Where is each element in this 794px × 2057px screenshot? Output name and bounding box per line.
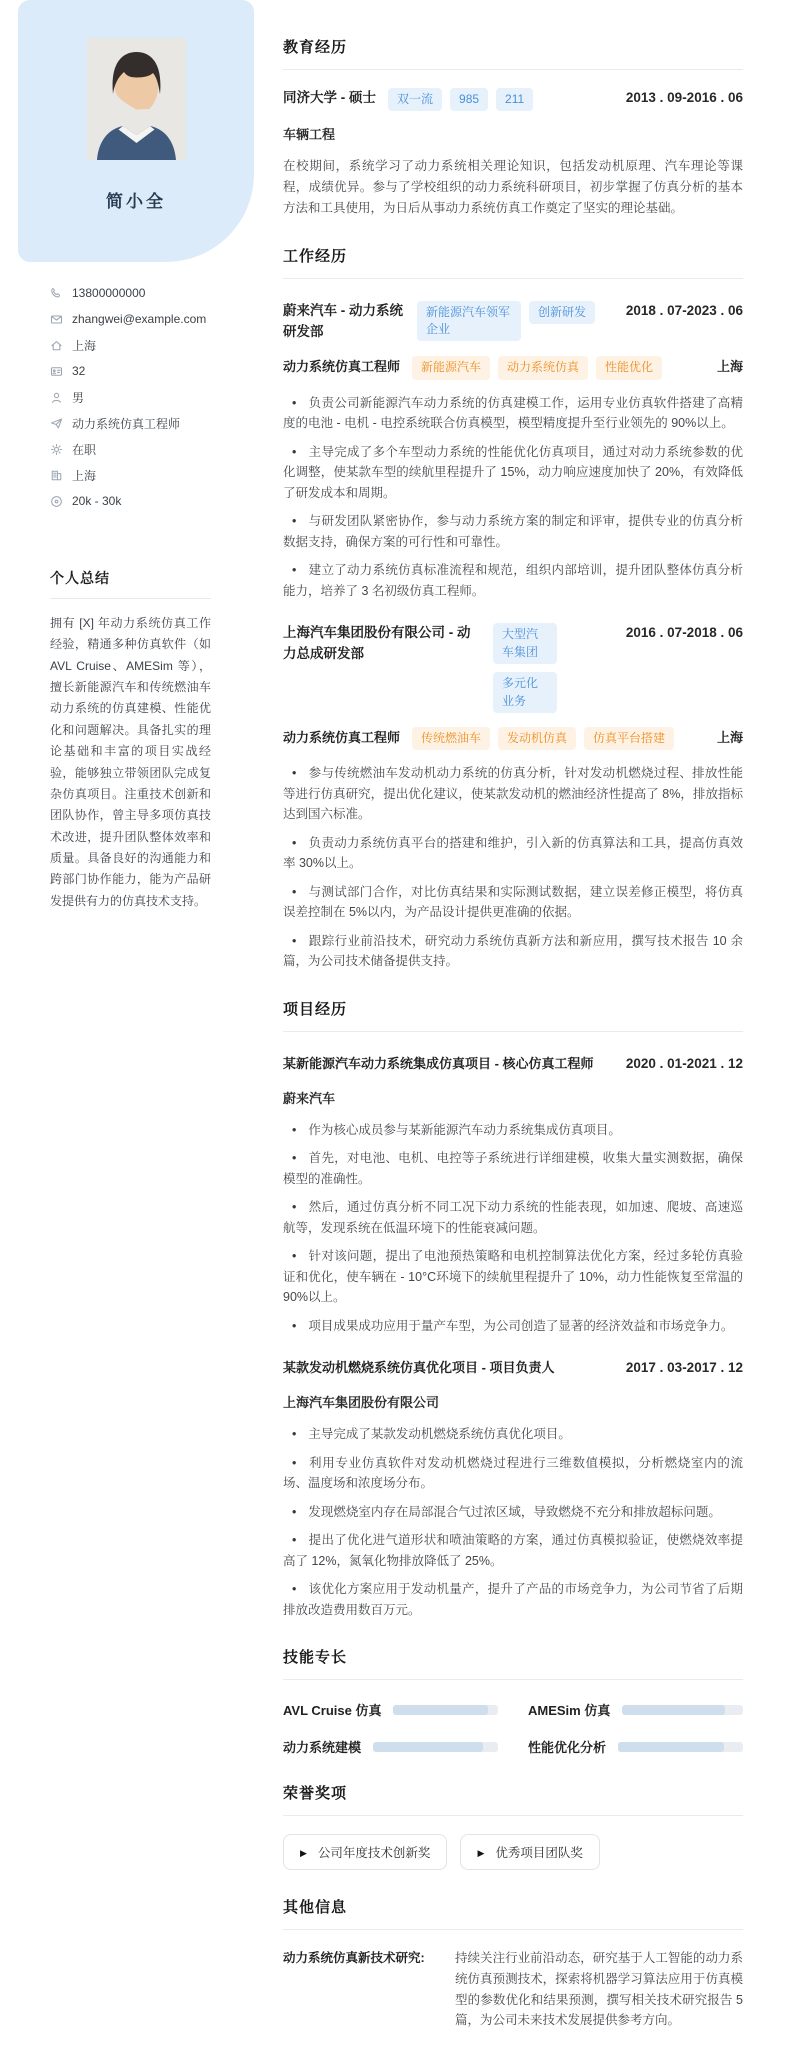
bullet-item: • 发现燃烧室内存在局部混合气过浓区域，导致燃烧不充分和排放超标问题。 xyxy=(283,1502,743,1523)
gender-icon xyxy=(50,391,63,404)
company-tag: 多元化业务 xyxy=(493,672,557,713)
section-other xyxy=(283,1896,743,2031)
contact-item xyxy=(50,384,254,410)
role-tag: 动力系统仿真 xyxy=(498,356,588,379)
section-skills xyxy=(283,1646,743,1756)
job-bullets xyxy=(283,763,743,972)
section-title-awards: 荣誉奖项 xyxy=(283,1782,743,1816)
award-label: 优秀项目团队奖 xyxy=(495,1846,583,1861)
company-tag: 新能源汽车领军企业 xyxy=(417,301,521,342)
skill-bar-fill xyxy=(393,1705,487,1715)
job-role: 动力系统仿真工程师 xyxy=(283,729,401,745)
school-tags xyxy=(388,88,614,111)
skill-list xyxy=(283,1700,743,1756)
skill-label: 性能优化分析 xyxy=(528,1740,607,1756)
bullet-item: • 参与传统燃油车发动机动力系统的仿真分析，针对发动机燃烧过程、排放性能等进行仿真研究，提出优化建议，使某款发动机的燃油经济性提高了 8%，排放指标达到国六标准。 xyxy=(283,763,743,825)
award-label: 公司年度技术创新奖 xyxy=(317,1846,431,1861)
bullet-item: • 作为核心成员参与某新能源汽车动力系统集成仿真项目。 xyxy=(283,1120,743,1141)
role-tag: 发动机仿真 xyxy=(498,727,576,750)
award-list xyxy=(283,1834,743,1870)
contact-value: 13800000000 xyxy=(72,286,146,300)
play-icon xyxy=(300,1845,307,1859)
skill-bar-fill xyxy=(373,1742,483,1752)
project-header xyxy=(283,1054,743,1075)
school-degree: 同济大学 - 硕士 xyxy=(283,90,376,105)
project-company: 上海汽车集团股份有限公司 xyxy=(283,1395,440,1411)
home-icon xyxy=(50,339,63,352)
contact-value: 在职 xyxy=(72,442,97,457)
play-icon xyxy=(477,1845,484,1859)
section-awards xyxy=(283,1782,743,1870)
section-work xyxy=(283,245,743,972)
job-list xyxy=(283,301,743,972)
contact-item xyxy=(50,280,254,306)
skill-item xyxy=(528,1737,743,1756)
bullet-item: • 负责动力系统仿真平台的搭建和维护，引入新的仿真算法和工具，提高仿真效率 30%以上。 xyxy=(283,833,743,874)
contact-list xyxy=(50,280,254,514)
bullet-item: • 建立了动力系统仿真标准流程和规范，组织内部培训，提升团队整体仿真分析能力，培养了 3 名初级仿真工程师。 xyxy=(283,560,743,601)
project-entry xyxy=(283,1358,743,1620)
summary-title: 个人总结 xyxy=(50,568,211,599)
building-icon xyxy=(50,469,63,482)
other-info-text: 持续关注行业前沿动态，研究基于人工智能的动力系统仿真预测技术，探索将机器学习算法应用于仿真模型的参数优化和结果预测，撰写相关技术研究报告 5 篇，为公司未来技术发展提供参考方向。 xyxy=(455,1951,743,2028)
role-tag: 传统燃油车 xyxy=(412,727,490,750)
major: 车辆工程 xyxy=(283,127,336,143)
education-date: 2013 . 09-2016 . 06 xyxy=(625,90,743,105)
education-description: 在校期间，系统学习了动力系统相关理论知识，包括发动机原理、汽车理论等课程，成绩优异。参与了学校组织的动力系统科研项目，初步掌握了仿真分析的基本方法和工具使用，为日后从事动力系统仿真工作奠定了坚实的理论基础。 xyxy=(283,159,743,215)
company-tag: 大型汽车集团 xyxy=(493,623,557,664)
project-date: 2020 . 01-2021 . 12 xyxy=(625,1055,743,1071)
profile-card xyxy=(18,0,254,262)
phone-icon xyxy=(50,287,63,300)
company-tags xyxy=(493,623,614,713)
profile-photo-icon xyxy=(87,38,186,160)
summary-text: 拥有 [X] 年动力系统仿真工作经验，精通多种仿真软件（如 AVL Cruise、AMESim 等），擅长新能源汽车和传统燃油车动力系统的仿真建模、性能优化和问题解决。具备扎实的理论基础和丰富的项目实战经验，能够独立带领团队完成复杂仿真项目。注重技术创新和团队协作，曾主导多项仿真技术改进，提升团队整体效率和质量。具备良好的沟通能力和跨部门协作能力，能为产品研发提供有力的仿真技术支持。 xyxy=(50,616,211,908)
contact-item xyxy=(50,332,254,358)
salary-icon xyxy=(50,495,63,508)
contact-item xyxy=(50,462,254,488)
job-location: 上海 xyxy=(716,359,743,375)
education-list xyxy=(283,88,743,219)
job-bullets xyxy=(283,393,743,602)
bullet-item: • 然后，通过仿真分析不同工况下动力系统的性能表现，如加速、爬坡、高速巡航等，发现系统在低温环境下的性能衰减问题。 xyxy=(283,1197,743,1238)
project-list xyxy=(283,1054,743,1620)
school-tag: 985 xyxy=(450,88,488,111)
contact-value: 上海 xyxy=(72,338,97,353)
role-tags xyxy=(412,727,674,750)
section-projects xyxy=(283,998,743,1620)
job-entry xyxy=(283,301,743,602)
bullet-item: • 主导完成了某款发动机燃烧系统仿真优化项目。 xyxy=(283,1424,743,1445)
status-icon xyxy=(50,443,63,456)
job-location: 上海 xyxy=(716,729,743,745)
skill-label: AVL Cruise 仿真 xyxy=(283,1703,382,1719)
job-header xyxy=(283,623,743,713)
bullet-item: • 负责公司新能源汽车动力系统的仿真建模工作，运用专业仿真软件搭建了高精度的电池 - 电机 - 电控系统联合仿真模型，模型精度提升至行业领先的 90%以上。 xyxy=(283,393,743,434)
bullet-item: • 针对该问题，提出了电池预热策略和电机控制算法优化方案，经过多轮仿真验证和优化，使车辆在 - 10°C环境下的续航里程提升了 10%，动力性能恢复至常温的 90%以上。 xyxy=(283,1246,743,1308)
skill-item xyxy=(283,1700,498,1719)
company-tags xyxy=(417,301,614,342)
job-title-icon xyxy=(50,417,63,430)
contact-item xyxy=(50,488,254,514)
role-tag: 性能优化 xyxy=(596,356,662,379)
award-badge[interactable] xyxy=(283,1834,447,1870)
contact-item xyxy=(50,306,254,332)
section-title-education: 教育经历 xyxy=(283,36,743,70)
education-header xyxy=(283,88,743,111)
company-name: 蔚来汽车 - 动力系统研发部 xyxy=(283,302,403,339)
school-tag: 双一流 xyxy=(388,88,442,111)
project-company: 蔚来汽车 xyxy=(283,1090,336,1106)
bullet-item: • 与测试部门合作，对比仿真结果和实际测试数据，建立误差修正模型，将仿真误差控制在 5%以内，为产品设计提供更准确的依据。 xyxy=(283,882,743,923)
other-info-label: 动力系统仿真新技术研究: xyxy=(283,1951,425,1966)
skill-item xyxy=(528,1700,743,1719)
education-entry xyxy=(283,88,743,219)
sidebar xyxy=(0,0,254,2057)
job-header xyxy=(283,301,743,343)
resume-main xyxy=(254,0,794,2057)
contact-value: 20k - 30k xyxy=(72,494,122,508)
contact-item xyxy=(50,410,254,436)
contact-item xyxy=(50,358,254,384)
project-title: 某款发动机燃烧系统仿真优化项目 - 项目负责人 xyxy=(283,1360,555,1376)
role-tag: 新能源汽车 xyxy=(412,356,490,379)
age-icon xyxy=(50,365,63,378)
section-title-projects: 项目经历 xyxy=(283,998,743,1032)
bullet-item: • 首先，对电池、电机、电控等子系统进行详细建模，收集大量实测数据，确保模型的准确性。 xyxy=(283,1148,743,1189)
bullet-item: • 跟踪行业前沿技术，研究动力系统仿真新方法和新应用，撰写技术报告 10 余篇，为公司技术储备提供支持。 xyxy=(283,931,743,972)
contact-value: 动力系统仿真工程师 xyxy=(72,416,181,431)
bullet-item: • 利用专业仿真软件对发动机燃烧过程进行三维数值模拟，分析燃烧室内的流场、温度场和浓度场分布。 xyxy=(283,1453,743,1494)
candidate-name: 简小全 xyxy=(106,192,166,211)
skill-bar-fill xyxy=(618,1742,724,1752)
award-badge[interactable] xyxy=(460,1834,599,1870)
job-date: 2016 . 07-2018 . 06 xyxy=(625,625,743,641)
role-tags xyxy=(412,356,662,379)
project-header xyxy=(283,1358,743,1379)
skill-label: 动力系统建模 xyxy=(283,1740,362,1756)
role-tag: 仿真平台搭建 xyxy=(584,727,674,750)
project-date: 2017 . 03-2017 . 12 xyxy=(625,1360,743,1376)
company-tag: 创新研发 xyxy=(529,301,595,324)
section-education xyxy=(283,36,743,219)
contact-value: 男 xyxy=(72,390,85,405)
contact-value: zhangwei@example.com xyxy=(72,312,207,326)
bullet-item: • 该优化方案应用于发动机量产，提升了产品的市场竞争力，为公司节省了后期排放改造费用数百万元。 xyxy=(283,1579,743,1620)
contact-item xyxy=(50,436,254,462)
bullet-item: • 项目成果成功应用于量产车型，为公司创造了显著的经济效益和市场竞争力。 xyxy=(283,1316,743,1337)
skill-bar xyxy=(393,1705,498,1715)
job-role-row xyxy=(283,356,743,379)
personal-summary-section xyxy=(50,568,211,912)
contact-value: 32 xyxy=(72,364,86,378)
section-title-work: 工作经历 xyxy=(283,245,743,279)
skill-bar-fill xyxy=(622,1705,725,1715)
job-entry xyxy=(283,623,743,971)
project-title: 某新能源汽车动力系统集成仿真项目 - 核心仿真工程师 xyxy=(283,1055,594,1071)
skill-label: AMESim 仿真 xyxy=(528,1703,611,1719)
job-role: 动力系统仿真工程师 xyxy=(283,359,401,375)
skill-bar xyxy=(373,1742,498,1752)
email-icon xyxy=(50,313,63,326)
skill-item xyxy=(283,1737,498,1756)
skill-bar xyxy=(618,1742,743,1752)
school-tag: 211 xyxy=(496,88,533,111)
project-entry xyxy=(283,1054,743,1336)
contact-value: 上海 xyxy=(72,468,97,483)
project-bullets xyxy=(283,1120,743,1337)
other-info-row xyxy=(283,1948,743,2031)
section-title-skills: 技能专长 xyxy=(283,1646,743,1680)
project-bullets xyxy=(283,1424,743,1620)
bullet-item: • 主导完成了多个车型动力系统的性能优化仿真项目，通过对动力系统参数的优化调整，使某款车型的续航里程提升了 15%，动力响应速度加快了 20%，有效降低了研发成本和周期。 xyxy=(283,442,743,504)
bullet-item: • 与研发团队紧密协作，参与动力系统方案的制定和评审，提供专业的仿真分析数据支持，确保方案的可行性和可靠性。 xyxy=(283,511,743,552)
job-role-row xyxy=(283,727,743,750)
company-name: 上海汽车集团股份有限公司 - 动力总成研发部 xyxy=(283,625,471,662)
section-title-other: 其他信息 xyxy=(283,1896,743,1930)
bullet-item: • 提出了优化进气道形状和喷油策略的方案，通过仿真模拟验证，使燃烧效率提高了 12%，氮氧化物排放降低了 25%。 xyxy=(283,1530,743,1571)
skill-bar xyxy=(622,1705,743,1715)
job-date: 2018 . 07-2023 . 06 xyxy=(625,302,743,318)
